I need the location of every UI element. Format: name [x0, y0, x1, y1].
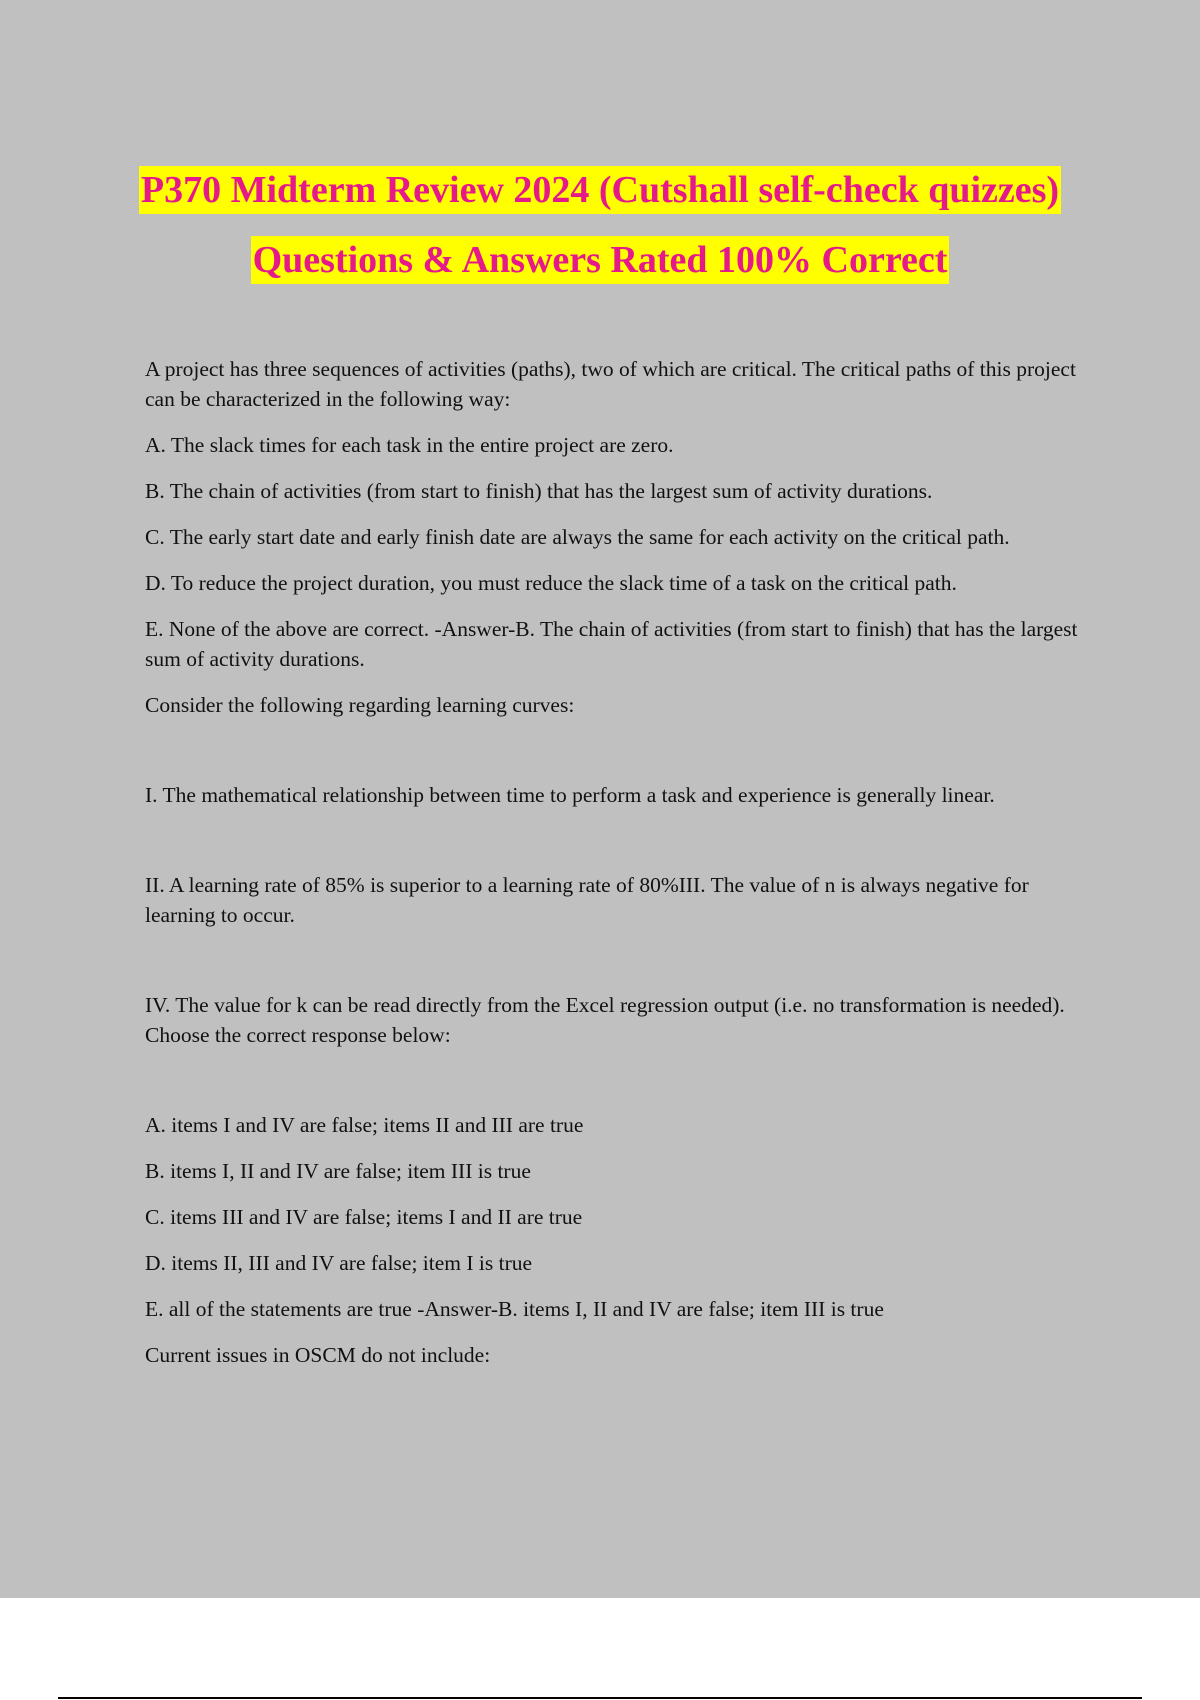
- question-1-option-a: A. The slack times for each task in the entire project are zero.: [145, 433, 674, 457]
- title-line-1: P370 Midterm Review 2024 (Cutshall self-check quizzes): [139, 166, 1061, 214]
- question-2-item-3: IV. The value for k can be read directly from the Excel regression output (i.e. no transformation is needed). Choose the correct response below:: [145, 993, 1065, 1047]
- spacer: [145, 826, 1085, 870]
- spacer: [145, 1066, 1085, 1110]
- footer-divider: [58, 1697, 1142, 1699]
- question-2-option-a: A. items I and IV are false; items II and III are true: [145, 1113, 584, 1137]
- question-3-stem: Current issues in OSCM do not include:: [145, 1343, 491, 1367]
- question-1-option-b: B. The chain of activities (from start to finish) that has the largest sum of activity durations.: [145, 479, 933, 503]
- question-2-option-e-answer: E. all of the statements are true -Answer-B. items I, II and IV are false; item III is true: [145, 1297, 884, 1321]
- document-body: [145, 354, 1085, 1386]
- spacer: [145, 946, 1085, 990]
- question-1-option-e-answer: E. None of the above are correct. -Answer-B. The chain of activities (from start to finish) that has the largest sum of activity durations.: [145, 617, 1078, 671]
- spacer: [145, 736, 1085, 780]
- document-title: [0, 166, 1200, 284]
- question-2-option-d: D. items II, III and IV are false; item I is true: [145, 1251, 533, 1275]
- question-2-item-1: I. The mathematical relationship between time to perform a task and experience is generally linear.: [145, 783, 995, 807]
- question-1-option-c: C. The early start date and early finish date are always the same for each activity on the critical path.: [145, 525, 1010, 549]
- question-2-option-b: B. items I, II and IV are false; item III is true: [145, 1159, 531, 1183]
- question-2-option-c: C. items III and IV are false; items I and II are true: [145, 1205, 583, 1229]
- title-line-2: Questions & Answers Rated 100% Correct: [251, 236, 950, 284]
- question-1-stem: A project has three sequences of activities (paths), two of which are critical. The critical paths of this project can be characterized in the following way:: [145, 357, 1076, 411]
- question-2-item-2: II. A learning rate of 85% is superior to a learning rate of 80%III. The value of n is always negative for learning to occur.: [145, 873, 1029, 927]
- question-2-stem: Consider the following regarding learning curves:: [145, 693, 575, 717]
- question-1-option-d: D. To reduce the project duration, you must reduce the slack time of a task on the critical path.: [145, 571, 957, 595]
